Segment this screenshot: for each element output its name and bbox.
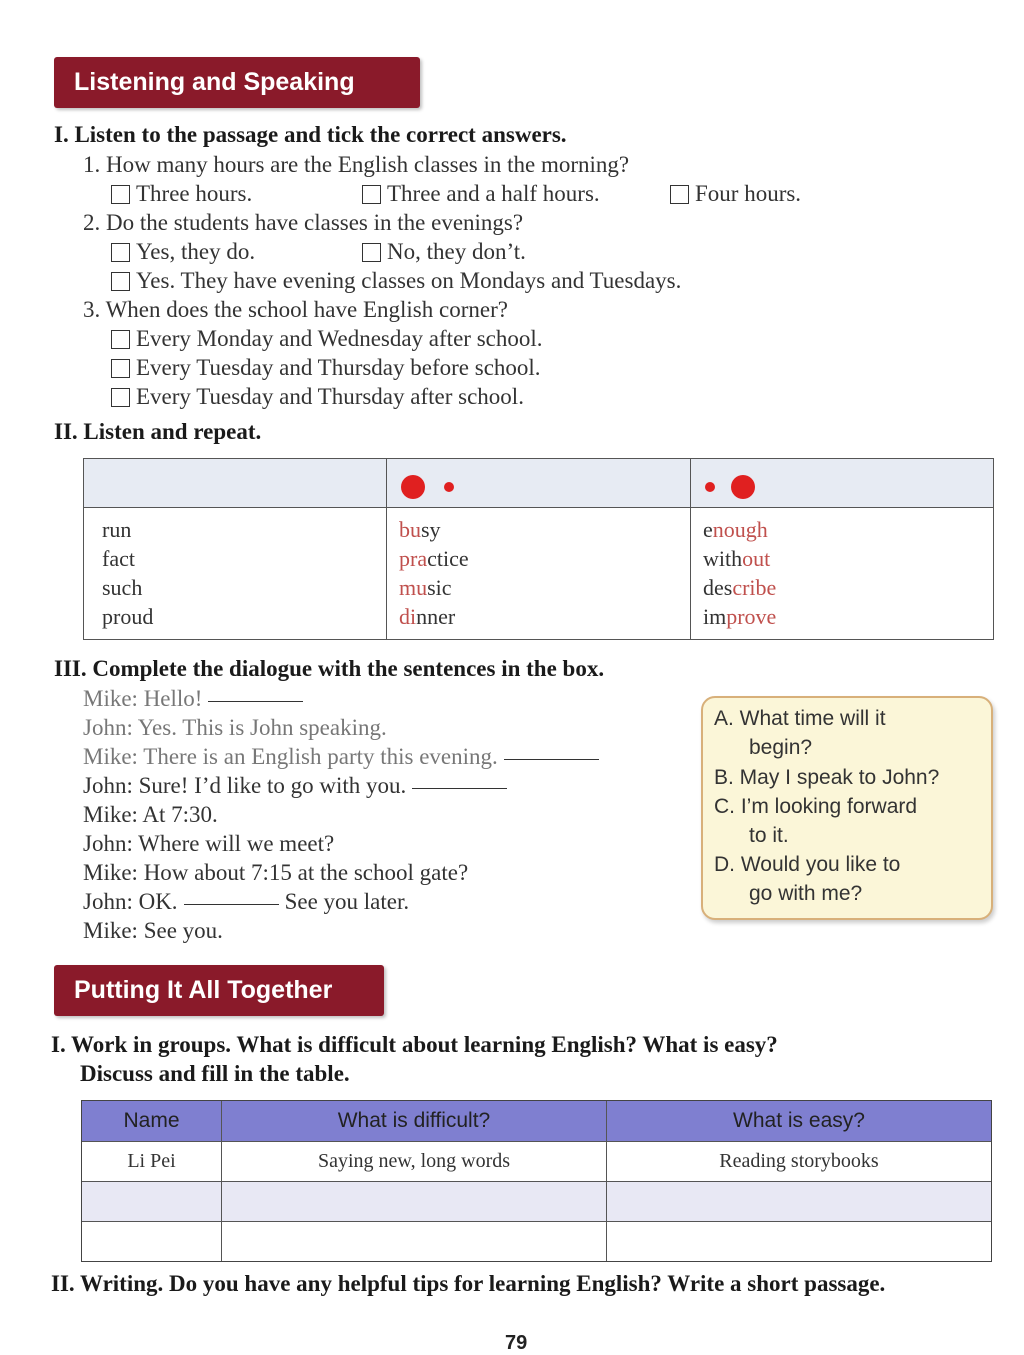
table-row bbox=[82, 1142, 991, 1182]
option-label: Three and a half hours. bbox=[387, 181, 600, 206]
dialogue-line: John: Yes. This is John speaking. bbox=[83, 715, 387, 740]
cell-easy: Reading storybooks bbox=[606, 1142, 991, 1181]
word: enough bbox=[703, 517, 768, 542]
column-divider bbox=[690, 459, 691, 639]
option-label: Four hours. bbox=[695, 181, 802, 206]
answer-options-box bbox=[701, 696, 993, 920]
word: improve bbox=[703, 604, 777, 629]
checkbox[interactable] bbox=[362, 243, 381, 262]
q1-option-a[interactable] bbox=[111, 181, 252, 207]
q3-option-c[interactable] bbox=[111, 384, 524, 410]
option-label: No, they don’t. bbox=[387, 239, 526, 264]
cell-name: Li Pei bbox=[127, 1150, 176, 1172]
cell-difficult[interactable] bbox=[221, 1222, 606, 1261]
q3-option-a[interactable] bbox=[111, 326, 543, 352]
cell-difficult: Saying new, long words bbox=[221, 1142, 606, 1181]
checkbox[interactable] bbox=[111, 272, 130, 291]
dialogue-line: Mike: At 7:30. bbox=[83, 802, 218, 827]
checkbox[interactable] bbox=[111, 359, 130, 378]
checkbox[interactable] bbox=[111, 185, 130, 204]
page-number: 79 bbox=[505, 1332, 528, 1354]
banner-title: Listening and Speaking bbox=[74, 68, 355, 96]
word: such bbox=[102, 575, 143, 600]
checkbox[interactable] bbox=[111, 330, 130, 349]
group-work-heading-cont: Discuss and fill in the table. bbox=[80, 1061, 350, 1086]
stress-table-header bbox=[84, 459, 993, 508]
dialogue-line: Mike: There is an English party this evening. bbox=[83, 744, 605, 770]
answer-blank[interactable] bbox=[208, 700, 303, 702]
option-label: Every Monday and Wednesday after school. bbox=[136, 326, 543, 351]
table-row[interactable] bbox=[82, 1182, 991, 1222]
option-label: Every Tuesday and Thursday before school. bbox=[136, 355, 541, 380]
word: music bbox=[399, 575, 452, 600]
q1-option-b[interactable] bbox=[362, 181, 600, 207]
dialogue-line: John: Where will we meet? bbox=[83, 831, 335, 856]
group-table bbox=[81, 1100, 992, 1262]
checkbox[interactable] bbox=[111, 388, 130, 407]
word-list-one-syllable bbox=[102, 515, 153, 631]
stress-dot-small-icon bbox=[444, 482, 454, 492]
cell-easy[interactable] bbox=[606, 1222, 991, 1261]
option-label: Yes, they do. bbox=[136, 239, 256, 264]
word: without bbox=[703, 546, 771, 571]
option-label: Yes. They have evening classes on Mondays and Tuesdays. bbox=[136, 268, 682, 293]
answer-option-c: C. I’m looking forward bbox=[714, 795, 918, 818]
section-banner-putting-together bbox=[54, 965, 384, 1016]
group-work-heading: I. Work in groups. What is difficult about learning English? What is easy? bbox=[51, 1032, 778, 1057]
answer-blank[interactable] bbox=[184, 903, 279, 905]
answer-blank[interactable] bbox=[412, 787, 507, 789]
part-ii-heading: II. Listen and repeat. bbox=[54, 419, 262, 444]
group-table-header bbox=[82, 1101, 991, 1142]
word-list-first-stress bbox=[399, 515, 469, 631]
header-easy: What is easy? bbox=[606, 1101, 991, 1141]
word-list-second-stress bbox=[703, 515, 776, 631]
dialogue-line: Mike: See you. bbox=[83, 918, 223, 943]
checkbox[interactable] bbox=[670, 185, 689, 204]
cell-name[interactable] bbox=[82, 1182, 221, 1221]
checkbox[interactable] bbox=[111, 243, 130, 262]
writing-heading: II. Writing. Do you have any helpful tips for learning English? Write a short passage. bbox=[51, 1271, 886, 1296]
word: busy bbox=[399, 517, 441, 542]
answer-option-d: D. Would you like to bbox=[714, 853, 901, 876]
stress-dot-large-icon bbox=[401, 475, 425, 499]
q2-option-b[interactable] bbox=[362, 239, 526, 265]
word: describe bbox=[703, 575, 777, 600]
dialogue-line: Mike: Hello! bbox=[83, 686, 309, 712]
word: practice bbox=[399, 546, 469, 571]
header-difficult: What is difficult? bbox=[221, 1101, 606, 1141]
q3-option-b[interactable] bbox=[111, 355, 541, 381]
dialogue-line: John: OK. See you later. bbox=[83, 889, 410, 914]
dialogue-line: John: Sure! I’d like to go with you. bbox=[83, 773, 513, 799]
stress-dot-large-icon bbox=[731, 475, 755, 499]
banner-title: Putting It All Together bbox=[74, 976, 333, 1004]
q2-option-a[interactable] bbox=[111, 239, 255, 265]
option-label: Three hours. bbox=[136, 181, 253, 206]
part-iii-heading: III. Complete the dialogue with the sentences in the box. bbox=[54, 656, 605, 681]
question-3: 3. When does the school have English corner? bbox=[83, 297, 508, 322]
column-divider bbox=[386, 459, 387, 639]
answer-option-c-cont: to it. bbox=[749, 824, 789, 847]
word: dinner bbox=[399, 604, 456, 629]
q2-option-c[interactable] bbox=[111, 268, 681, 294]
q1-option-c[interactable] bbox=[670, 181, 801, 207]
word: proud bbox=[102, 604, 154, 629]
answer-blank[interactable] bbox=[504, 758, 599, 760]
word: run bbox=[102, 517, 132, 542]
header-name: Name bbox=[123, 1109, 180, 1132]
part-i-heading: I. Listen to the passage and tick the correct answers. bbox=[54, 122, 567, 147]
cell-easy[interactable] bbox=[606, 1182, 991, 1221]
answer-option-b: B. May I speak to John? bbox=[714, 766, 940, 789]
section-banner-listening-speaking bbox=[54, 57, 420, 108]
stress-dot-small-icon bbox=[705, 482, 715, 492]
answer-option-d-cont: go with me? bbox=[749, 882, 863, 905]
dialogue-line: Mike: How about 7:15 at the school gate? bbox=[83, 860, 469, 885]
answer-option-a: A. What time will it bbox=[714, 707, 886, 730]
cell-difficult[interactable] bbox=[221, 1182, 606, 1221]
stress-word-table bbox=[83, 458, 994, 640]
word: fact bbox=[102, 546, 135, 571]
option-label: Every Tuesday and Thursday after school. bbox=[136, 384, 524, 409]
table-row[interactable] bbox=[82, 1222, 991, 1261]
cell-name[interactable] bbox=[82, 1222, 221, 1261]
question-1: 1. How many hours are the English classes in the morning? bbox=[83, 152, 630, 177]
question-2: 2. Do the students have classes in the evenings? bbox=[83, 210, 524, 235]
checkbox[interactable] bbox=[362, 185, 381, 204]
answer-option-a-cont: begin? bbox=[749, 736, 813, 759]
